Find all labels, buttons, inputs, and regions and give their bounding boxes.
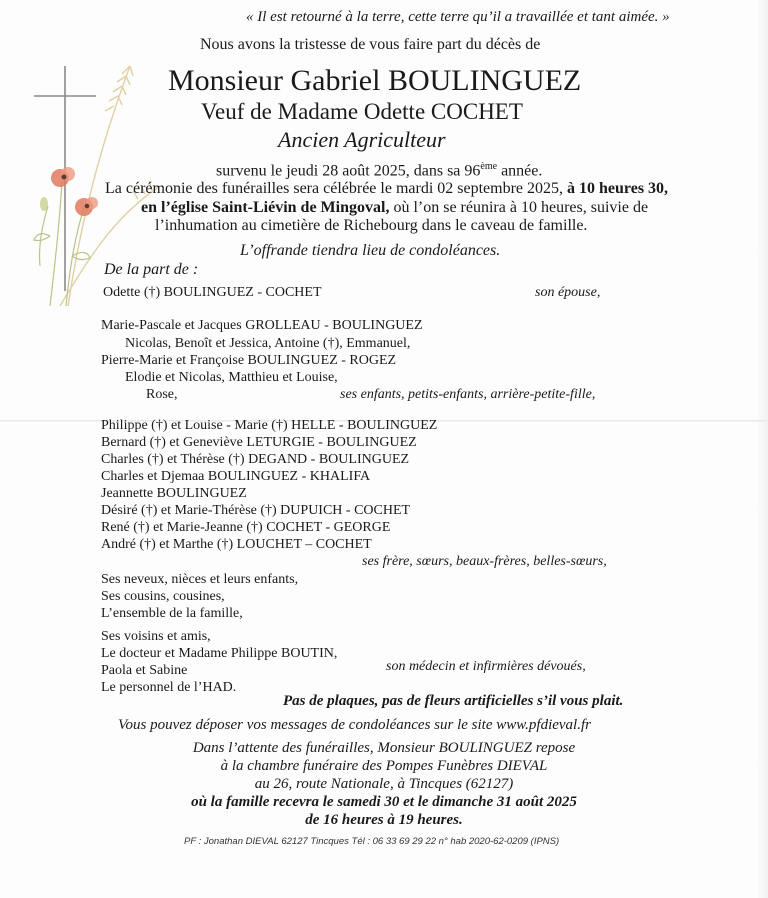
rest-line-1: Dans l’attente des funérailles, Monsieur BOULINGUEZ repose — [192, 740, 576, 756]
poppy-icon — [40, 167, 98, 216]
siblings-line-6: Désiré (†) et Marie-Thérèse (†) DUPUICH - COCHET — [101, 503, 411, 518]
siblings-relation: ses frère, sœurs, beaux-frères, belles-sœurs, — [362, 554, 607, 569]
death-text-before: survenu le jeudi 28 août 2025, dans sa 96 — [216, 162, 481, 180]
death-line — [216, 161, 542, 180]
children-line-3: Pierre-Marie et Françoise BOULINGUEZ - ROGEZ — [101, 353, 397, 368]
visit-line-2: de 16 heures à 19 heures. — [305, 812, 463, 828]
spouse-name: Odette (†) BOULINGUEZ - COCHET — [103, 285, 322, 300]
spouse-relation: son épouse, — [535, 285, 601, 300]
children-line-5: Rose, — [146, 387, 178, 402]
deceased-name: Monsieur Gabriel BOULINGUEZ — [168, 64, 582, 97]
siblings-line-4: Charles et Djemaa BOULINGUEZ - KHALIFA — [101, 469, 371, 484]
profession: Ancien Agriculteur — [278, 127, 446, 152]
children-line-4: Elodie et Nicolas, Matthieu et Louise, — [125, 370, 338, 385]
footer-note: PF : Jonathan DIEVAL 62127 Tincques Tél : 06 33 69 29 22 n° hab 2020-62-0209 (IPNS) — [184, 836, 560, 847]
death-ordinal: ème — [480, 161, 498, 172]
ceremony-text-2: où l’on se réunira à 10 heures, suivie de — [389, 199, 649, 216]
children-relation: ses enfants, petits-enfants, arrière-petite-fille, — [340, 387, 596, 402]
siblings-line-2: Bernard (†) et Geneviève LETURGIE - BOULINGUEZ — [101, 435, 417, 450]
intro-line: Nous avons la tristesse de vous faire part du décès de — [200, 36, 541, 53]
others-line-2: Le docteur et Madame Philippe BOUTIN, — [101, 646, 338, 661]
ceremony-text: La cérémonie des funérailles sera célébrée le mardi 02 septembre 2025, — [105, 180, 568, 197]
family-line-1: Ses neveux, nièces et leurs enfants, — [101, 572, 299, 587]
siblings-line-8: André (†) et Marthe (†) LOUCHET – COCHET — [101, 537, 372, 552]
ceremony-line-1 — [105, 180, 668, 198]
children-line-2: Nicolas, Benoît et Jessica, Antoine (†), Emmanuel, — [125, 336, 411, 351]
epigraph: « Il est retourné à la terre, cette terre qu’il a travaillée et tant aimée. » — [246, 9, 670, 25]
ceremony-line-2 — [141, 199, 648, 217]
death-text-after: année. — [497, 162, 543, 180]
website-note: Vous pouvez déposer vos messages de condoléances sur le site www.pfdieval.fr — [118, 717, 591, 733]
siblings-line-1: Philippe (†) et Louise - Marie (†) HELLE - BOULINGUEZ — [101, 418, 438, 433]
visit-line-1: où la famille recevra le samedi 30 et le dimanche 31 août 2025 — [191, 794, 577, 810]
others-line-4: Le personnel de l’HAD. — [101, 680, 237, 695]
others-line-1: Ses voisins et amis, — [101, 629, 211, 644]
children-line-1: Marie-Pascale et Jacques GROLLEAU - BOULINGUEZ — [101, 318, 423, 333]
ceremony-time: à 10 heures 30, — [567, 180, 669, 197]
church-name: en l’église Saint-Liévin de Mingoval, — [141, 199, 390, 216]
siblings-line-7: René (†) et Marie-Jeanne (†) COCHET - GEORGE — [101, 520, 391, 535]
siblings-line-5: Jeannette BOULINGUEZ — [101, 486, 247, 501]
de-la-part: De la part de : — [104, 261, 199, 278]
family-line-3: L’ensemble de la famille, — [101, 606, 243, 621]
rest-line-3: au 26, route Nationale, à Tincques (62127) — [254, 776, 514, 792]
ceremony-line-3: l’inhumation au cimetière de Richebourg dans le caveau de famille. — [155, 217, 588, 234]
no-flowers-note: Pas de plaques, pas de fleurs artificielles s’il vous plait. — [283, 693, 624, 709]
widower-line: Veuf de Madame Odette COCHET — [201, 99, 523, 124]
siblings-line-3: Charles (†) et Thérèse (†) DEGAND - BOULINGUEZ — [101, 452, 410, 467]
family-line-2: Ses cousins, cousines, — [101, 589, 225, 604]
others-relation: son médecin et infirmières dévoués, — [386, 659, 586, 674]
rest-line-2: à la chambre funéraire des Pompes Funèbres DIEVAL — [220, 758, 548, 774]
others-line-3: Paola et Sabine — [101, 663, 188, 678]
offering-line: L’offrande tiendra lieu de condoléances. — [240, 242, 501, 259]
